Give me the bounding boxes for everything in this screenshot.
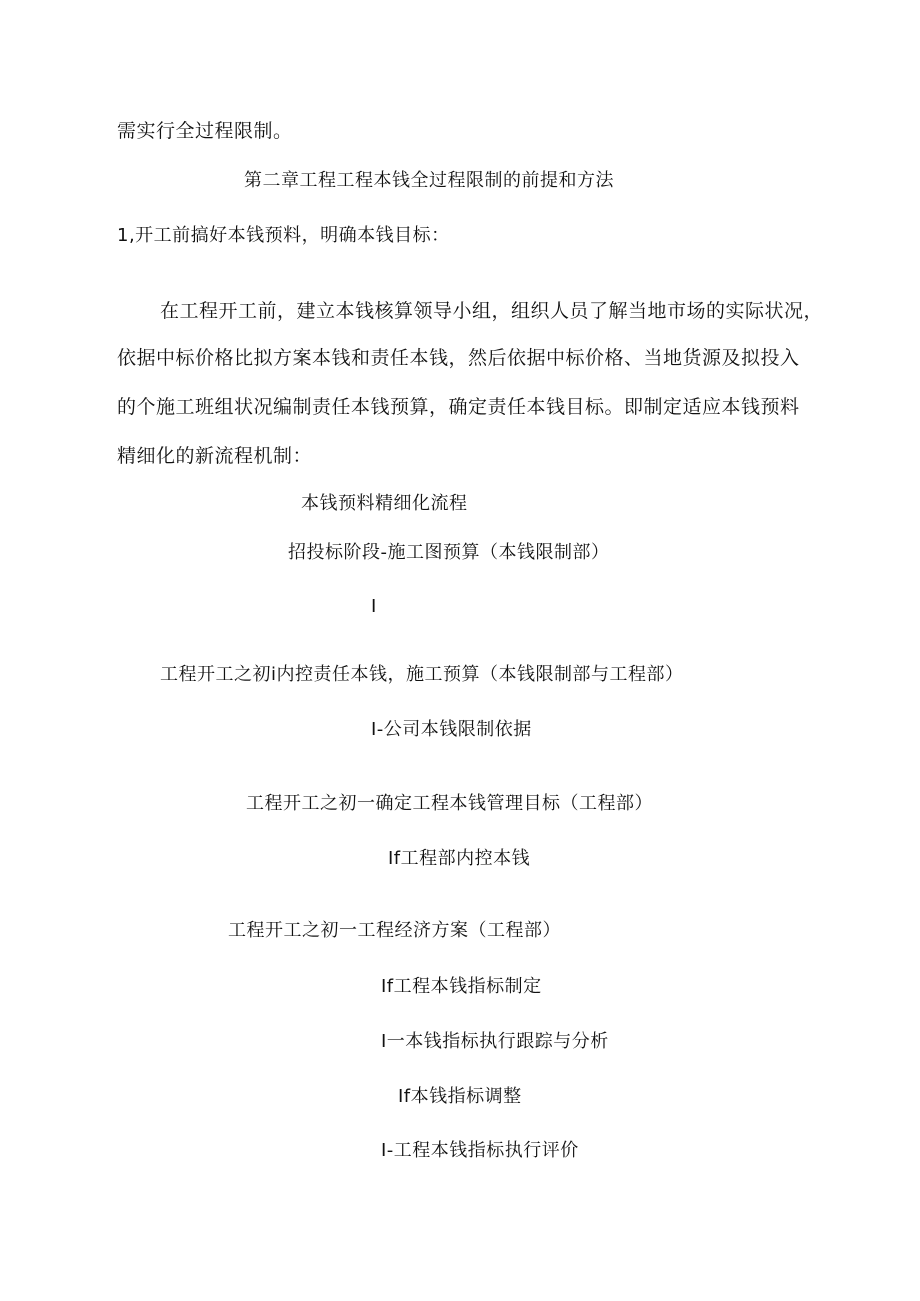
flow-step: 工程开工之初i内控责任本钱，施工预算（本钱限制部与工程部） [160, 664, 684, 685]
flow-connector: I-公司本钱限制依据 [371, 719, 532, 740]
flow-step: 工程开工之初一确定工程本钱管理目标（工程部） [246, 793, 653, 814]
intro-tail-text: 需实行全过程限制。 [117, 120, 293, 142]
flow-connector: I [371, 596, 377, 617]
paragraph-line: 的个施工班组状况编制责任本钱预算，确定责任本钱目标。即制定适应本钱预料 [117, 396, 800, 418]
section-heading: 1,开工前搞好本钱预料，明确本钱目标： [117, 225, 450, 246]
flow-connector: If工程部内控本钱 [388, 848, 531, 869]
chapter-title: 第二章工程工程本钱全过程限制的前提和方法 [244, 170, 614, 191]
flow-connector: I-工程本钱指标执行评价 [381, 1140, 579, 1161]
flow-step: 招投标阶段-施工图预算（本钱限制部） [288, 542, 610, 563]
flow-step: 工程开工之初一工程经济方案（工程部） [228, 920, 561, 941]
flow-connector: If本钱指标调整 [398, 1086, 522, 1107]
flow-connector: If工程本钱指标制定 [381, 976, 542, 997]
flow-connector: I一本钱指标执行跟踪与分析 [381, 1031, 609, 1052]
paragraph-line: 在工程开工前，建立本钱核算领导小组，组织人员了解当地市场的实际状况， [160, 300, 824, 322]
flow-title: 本钱预料精细化流程 [301, 493, 468, 514]
paragraph-line: 精细化的新流程机制： [117, 445, 313, 467]
paragraph-line: 依据中标价格比拟方案本钱和责任本钱，然后依据中标价格、当地货源及拟投入 [117, 347, 800, 369]
